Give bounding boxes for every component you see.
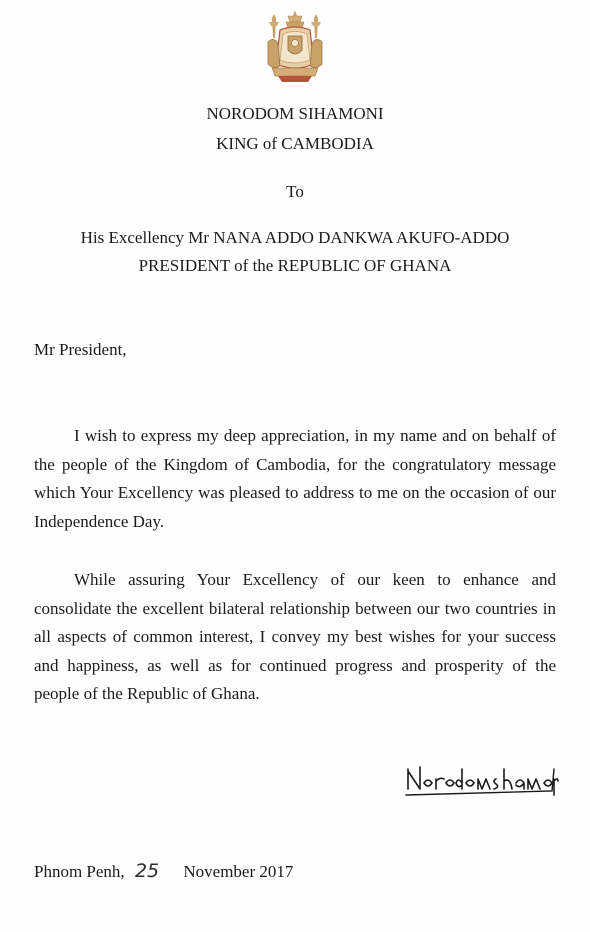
royal-arms-of-cambodia-icon <box>258 8 332 84</box>
body-paragraph-2: While assuring Your Excellency of our keen to enhance and consolidate the excellent bilateral relationship between our two countries in all aspects of common interest, I convey my best wishes for your success and happiness, as well as for continued progress and prosperity of the people of the Republic of Ghana. <box>34 570 556 703</box>
date-line <box>34 860 293 883</box>
place-text: Phnom Penh, <box>34 862 125 881</box>
recipient-name: His Excellency Mr NANA ADDO DANKWA AKUFO-ADDO <box>80 228 510 247</box>
handwritten-signature <box>402 755 560 805</box>
recipient-title: PRESIDENT of the REPUBLIC OF GHANA <box>138 256 452 275</box>
handwritten-day: 25 <box>134 860 160 882</box>
sender-name: NORODOM SIHAMONI <box>206 104 384 123</box>
body-paragraph-1: I wish to express my deep appreciation, in my name and on behalf of the people of the Kingdom of Cambodia, for the congratulatory message which Your Excellency was pleased to address to me on the occasion of our Independence Day. <box>34 426 556 531</box>
salutation: Mr President, <box>34 340 127 359</box>
sender-title: KING of CAMBODIA <box>216 134 374 153</box>
addressee-to-label: To <box>286 182 304 201</box>
month-year-text: November 2017 <box>183 862 294 881</box>
